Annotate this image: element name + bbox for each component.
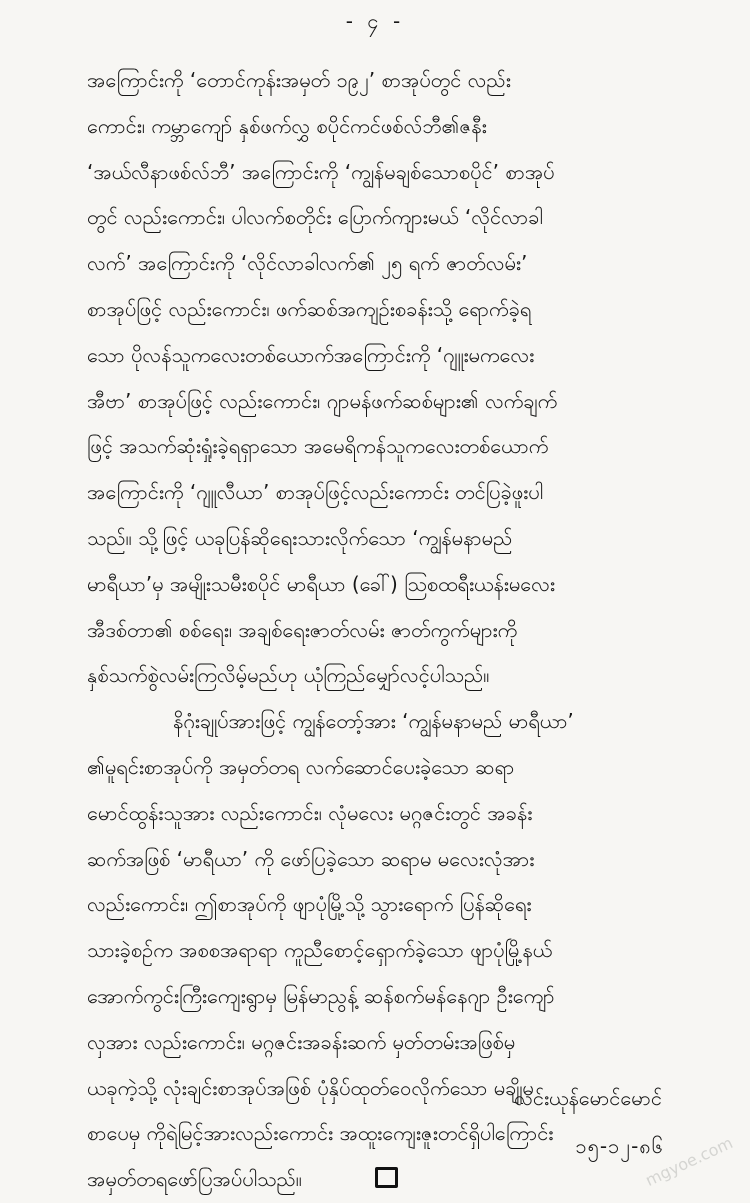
text-line: ဖြင့် အသက်ဆုံးရှုံးခဲ့ရရှာသော အမေရိကန်သူကလေးတစ်ယောက် <box>87 434 549 459</box>
text-line: သားခဲ့စဉ်က အစစအရာရာ ကူညီစောင့်ရှောက်ခဲ့သော ဖျာပုံမြို့နယ် <box>87 938 553 963</box>
author-signature: လင်းယုန်မောင်မောင် <box>514 1086 662 1110</box>
text-line: ဆက်အဖြစ် ‘မာရီယာ’ ကို ဖော်ပြခဲ့သော ဆရာမ မလေးလုံအား <box>87 846 535 871</box>
text-line: ‘အယ်လီနာဖစ်လ်ဘီ’ အကြောင်းကို ‘ကျွန်မချစ်သောစပိုင်’ စာအုပ် <box>87 159 555 184</box>
text-line: လှအား လည်းကောင်း၊ မဂ္ဂဇင်းအခန်းဆက် မှတ်တမ်းအဖြစ်မှ <box>87 1029 516 1054</box>
body-text <box>87 58 669 1203</box>
end-of-section-mark <box>375 1167 398 1188</box>
text-line: အောက်ကွင်းကြီးကျေးရွာမှ မြန်မာညွန့် ဆန်စက်မန်နေဂျာ ဦးကျော် <box>87 983 555 1008</box>
text-line: အကြောင်းကို ‘တောင်ကုန်းအမှတ် ၁၉၂’ စာအုပ်တွင် လည်း <box>87 68 511 92</box>
text-line: အကြောင်းကို ‘ဂျူလီယာ’ စာအုပ်ဖြင့်လည်းကောင်း တင်ပြခဲ့ဖူးပါ <box>87 480 544 505</box>
text-line: နိဂုံးချုပ်အားဖြင့် ကျွန်တော့်အား ‘ကျွန်မနာမည် မာရီယာ’ <box>173 709 574 734</box>
watermark: mgyoe.com <box>642 1133 736 1190</box>
text-line: စာအုပ်ဖြင့် လည်းကောင်း၊ ဖက်ဆစ်အကျဉ်းစခန်းသို့ ရောက်ခဲ့ရ <box>87 296 532 321</box>
text-line: အီဒစ်တာ၏ စစ်ရေး၊ အချစ်ရေးဇာတ်လမ်း ဇာတ်ကွက်များကို <box>87 617 518 642</box>
text-line: ၏မူရင်းစာအုပ်ကို အမှတ်တရ လက်ဆောင်ပေးခဲ့သော ဆရာ <box>87 754 515 779</box>
text-line: မာရီယာ’မှ အမျိုးသမီးစပိုင် မာရီယာ (ခေါ်) ဩစထရီးယန်းမလေး <box>87 571 555 596</box>
text-line: ယခုကဲ့သို့ လုံးချင်းစာအုပ်အဖြစ် ပုံနှိပ်ထုတ်ဝေလိုက်သော မချိုမ <box>87 1075 534 1100</box>
text-line: မောင်ထွန်းသူအား လည်းကောင်း၊ လုံမလေး မဂ္ဂဇင်းတွင် အခန်း <box>87 800 533 825</box>
text-line: သည်။ သို့ဖြင့် ယခုပြန်ဆိုရေးသားလိုက်သော ‘ကျွန်မနာမည် <box>87 525 513 550</box>
text-line: အမှတ်တရဖော်ပြအပ်ပါသည်။ <box>87 1167 302 1192</box>
text-line: စာပေမှ ကိုရဲမြင့်အားလည်းကောင်း အထူးကျေးဇူးတင်ရှိပါကြောင်း <box>87 1121 554 1146</box>
text-line: တွင် လည်းကောင်း၊ ပါလက်စတိုင်း ပြောက်ကျားမယ် ‘လိုင်လာခါ <box>87 205 543 230</box>
text-line: အီဗာ’ စာအုပ်ဖြင့် လည်းကောင်း၊ ဂျာမန်ဖက်ဆစ်များ၏ လက်ချက် <box>87 388 558 413</box>
text-line: သော ပိုလန်သူကလေးတစ်ယောက်အကြောင်းကို ‘ဂျူးမကလေး <box>87 342 535 367</box>
date: ၁၅-၁၂-၈၆ <box>575 1134 664 1158</box>
text-line: လည်းကောင်း၊ ဤစာအုပ်ကို ဖျာပုံမြို့သို့ သွားရောက် ပြန်ဆိုရေး <box>87 892 532 917</box>
text-line: ကောင်း၊ ကမ္ဘာကျော် နှစ်ဖက်လွှ စပိုင်ကင်ဖစ်လ်ဘီ၏ဇနီး <box>87 113 487 138</box>
page-number: - ၄ - <box>345 9 405 33</box>
text-line: နှစ်သက်စွဲလမ်းကြလိမ့်မည်ဟု ယုံကြည်မျှော်လင့်ပါသည်။ <box>87 663 490 688</box>
text-line: လက်’ အကြောင်းကို ‘လိုင်လာခါလက်၏ ၂၅ ရက် ဇာတ်လမ်း’ <box>87 251 528 276</box>
